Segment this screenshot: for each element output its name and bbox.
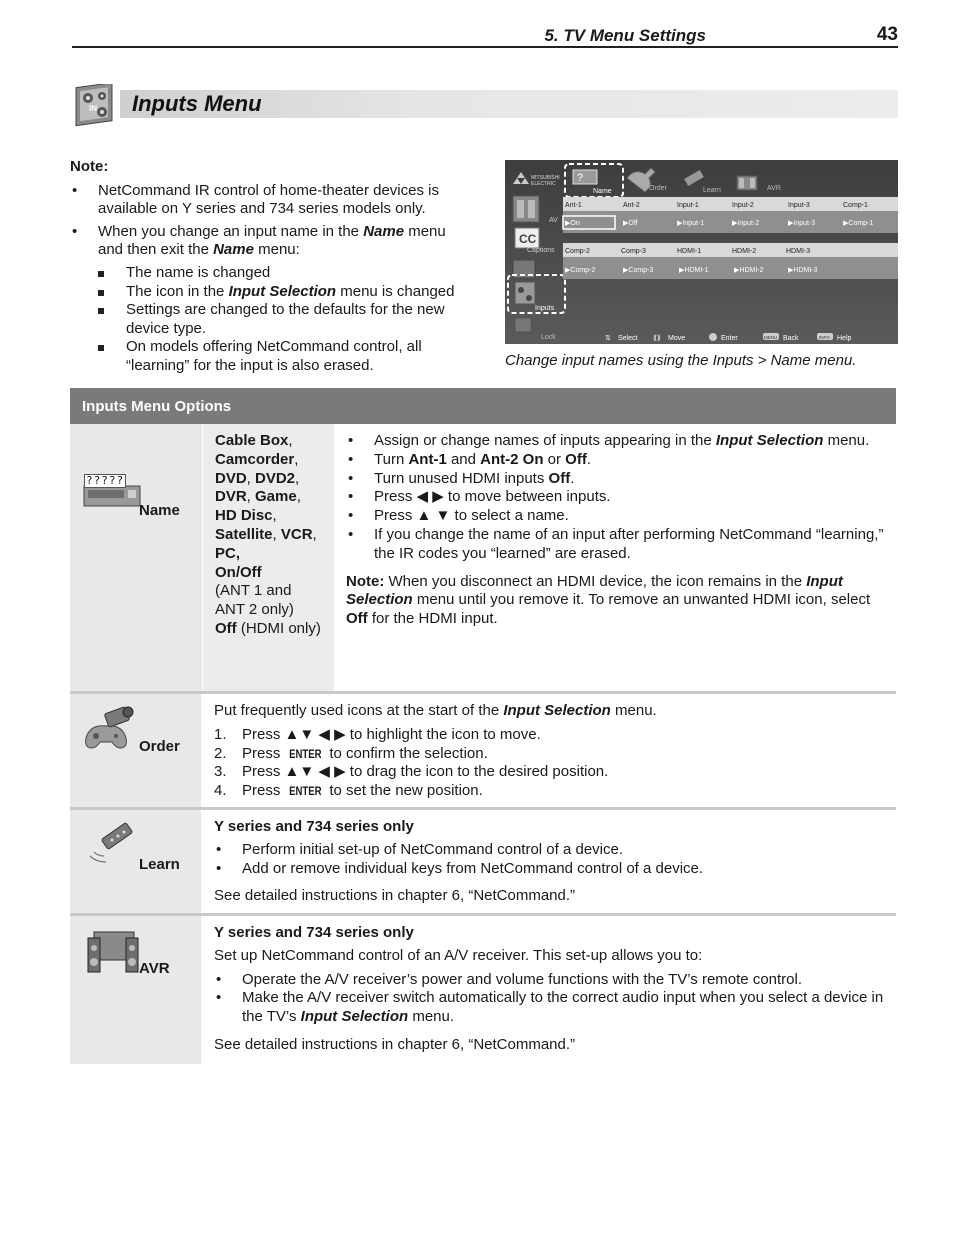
lock-side-icon xyxy=(515,318,531,332)
section-title: 5. TV Menu Settings xyxy=(544,26,706,45)
title-bar xyxy=(120,90,898,118)
enter-key-label: ENTER xyxy=(288,746,322,761)
svg-text:Input-3: Input-3 xyxy=(788,202,810,209)
row-label-cell xyxy=(70,810,201,913)
desc-bullet: • Press ◀ ▶ to move between inputs. xyxy=(346,488,884,507)
svg-text:MENU: MENU xyxy=(764,335,778,340)
svg-text:Input-1: Input-1 xyxy=(677,202,699,209)
desc-bullet: • Perform initial set-up of NetCommand control of a device. xyxy=(214,841,884,860)
avr-see-also: See detailed instructions in chapter 6, “NetCommand.” xyxy=(214,1035,576,1053)
svg-text:▶Input-2: ▶Input-2 xyxy=(732,220,760,227)
note-bullet: • NetCommand IR control of home-theater devices is available on Y series and 734 series models only. xyxy=(70,182,470,219)
avr-intro: Set up NetCommand control of an A/V receiver. This set-up allows you to: xyxy=(214,946,703,964)
svg-text:▶HDMI-2: ▶HDMI-2 xyxy=(734,267,764,274)
svg-text:Ant-2: Ant-2 xyxy=(623,202,640,209)
screenshot-caption: Change input names using the Inputs > Name menu. xyxy=(505,352,857,369)
arrow-keys-icon: ▲ ▼ xyxy=(416,507,451,525)
svg-text:?: ? xyxy=(577,172,584,184)
avr-speakers-icon xyxy=(86,928,140,976)
svg-text:Comp-2: Comp-2 xyxy=(565,248,590,255)
table-row-order xyxy=(70,694,896,810)
learn-heading: Y series and 734 series only xyxy=(214,818,414,835)
name-icon-text: ????? xyxy=(86,474,125,487)
order-step: 3. Press ▲▼ ◀ ▶ to drag the icon to the desired position. xyxy=(214,763,609,781)
svg-text:▶HDMI-3: ▶HDMI-3 xyxy=(788,267,818,274)
table-row-learn xyxy=(70,810,896,916)
svg-text:▶Comp-2: ▶Comp-2 xyxy=(565,267,596,274)
order-step: 4. Press ENTER to set the new position. xyxy=(214,782,483,800)
svg-text:Input-2: Input-2 xyxy=(732,202,754,209)
svg-text:▶Comp-1: ▶Comp-1 xyxy=(843,220,874,227)
tv-icon-label: Learn xyxy=(703,187,721,194)
row-label: Order xyxy=(139,738,180,755)
name-description xyxy=(334,424,896,691)
order-step: 1. Press ▲▼ ◀ ▶ to highlight the icon to move. xyxy=(214,725,541,743)
tv-menu-screenshot xyxy=(505,160,898,344)
svg-text:⇅: ⇅ xyxy=(605,335,611,342)
tv-side-label: Captions xyxy=(527,247,555,254)
order-gamepad-camcorder-icon xyxy=(82,704,138,756)
row-label-cell xyxy=(70,424,202,691)
desc-bullet: • Make the A/V receiver switch automatically to the correct audio input when you select a device in the TV’s Input Selection menu. xyxy=(214,989,884,1027)
desc-bullet: • Assign or change names of inputs appearing in the Input Selection menu. xyxy=(346,432,884,451)
inputs-options-table xyxy=(70,388,896,1064)
avr-description xyxy=(201,916,896,1064)
desc-bullet: • Operate the A/V receiver’s power and volume functions with the TV’s remote control. xyxy=(214,971,884,990)
arrow-keys-icon: ◀ ▶ xyxy=(416,488,444,506)
table-heading: Inputs Menu Options xyxy=(70,388,896,424)
svg-text:Enter: Enter xyxy=(721,335,738,342)
avr-heading: Y series and 734 series only xyxy=(214,924,414,941)
svg-text:Help: Help xyxy=(837,335,852,342)
learn-see-also: See detailed instructions in chapter 6, “NetCommand.” xyxy=(214,887,576,905)
svg-text:Select: Select xyxy=(618,335,638,342)
note-subbullet: Settings are changed to the defaults for the new device type. xyxy=(70,301,470,338)
svg-text:Comp-1: Comp-1 xyxy=(843,202,868,209)
page-title: Inputs Menu xyxy=(132,91,262,116)
svg-text:IN: IN xyxy=(89,104,97,113)
svg-text:▶On: ▶On xyxy=(565,220,580,227)
svg-text:Move: Move xyxy=(668,335,686,342)
svg-text:CC: CC xyxy=(519,232,537,246)
inputs-side-icon xyxy=(515,282,535,304)
tv-side-label: AV xyxy=(549,217,558,224)
desc-bullet: • Turn unused HDMI inputs Off. xyxy=(346,470,884,489)
svg-text:HDMI-2: HDMI-2 xyxy=(732,248,757,255)
enter-key-label: ENTER xyxy=(288,784,322,799)
row-label: Learn xyxy=(139,856,180,873)
svg-text:HDMI-1: HDMI-1 xyxy=(677,248,702,255)
svg-text:▶Off: ▶Off xyxy=(623,220,638,227)
note-subbullet: The name is changed xyxy=(70,264,470,283)
av-side-icon xyxy=(513,196,539,222)
order-description: Put frequently used icons at the start of the Input Selection menu. 1. Press ▲▼ ◀ ▶ to highlight the icon to move. 2. Press ENTER to confirm the selection. 3. Press ▲▼ ◀ ▶ to drag the icon to the desired position. 4. Press ENTER to set the new position. xyxy=(201,694,896,807)
table-row-name xyxy=(70,424,896,694)
tv-side-label: Lock xyxy=(541,334,556,341)
desc-bullet: • Press ▲ ▼ to select a name. xyxy=(346,507,884,526)
arrow-keys-icon: ▲▼ ◀ ▶ xyxy=(284,725,346,743)
svg-text:Comp-3: Comp-3 xyxy=(621,248,646,255)
svg-text:Back: Back xyxy=(783,335,799,342)
table-row-avr xyxy=(70,916,896,1064)
svg-text:HDMI-3: HDMI-3 xyxy=(786,248,811,255)
tv-icon-label: Order xyxy=(649,185,667,192)
page-header xyxy=(72,24,898,48)
learn-remote-icon xyxy=(88,822,138,866)
name-options-list: Cable Box, Camcorder, DVD, DVD2, DVR, Game, HD Disc, Satellite, VCR, PC, On/Off (ANT 1 and ANT 2 only) Off (HDMI only) xyxy=(202,424,334,691)
svg-text:▶HDMI-1: ▶HDMI-1 xyxy=(679,267,709,274)
tv-icon-label: AVR xyxy=(767,185,781,192)
svg-text:▶Comp-3: ▶Comp-3 xyxy=(623,267,654,274)
desc-bullet: • Turn Ant-1 and Ant-2 On or Off. xyxy=(346,451,884,470)
note-bullet: • When you change an input name in the Name menu and then exit the Name menu: xyxy=(70,223,470,260)
inputs-connector-icon xyxy=(74,84,116,128)
arrow-keys-icon: ▲▼ ◀ ▶ xyxy=(284,763,346,781)
order-step: 2. Press ENTER to confirm the selection. xyxy=(214,744,488,762)
tv-icon-label: Name xyxy=(593,188,612,195)
svg-text:Ant-1: Ant-1 xyxy=(565,202,582,209)
learn-description xyxy=(201,810,896,913)
note-label: Note: xyxy=(70,158,109,175)
row-label: AVR xyxy=(139,960,170,977)
row-label-cell xyxy=(70,916,201,1064)
tv-side-label: Inputs xyxy=(535,305,555,312)
note-block xyxy=(70,158,470,376)
desc-bullet: • If you change the name of an input after performing NetCommand “learning,” the IR codes you “learned” are erased. xyxy=(346,526,884,564)
desc-bullet: • Add or remove individual keys from NetCommand control of a device. xyxy=(214,860,884,879)
brand-line2: ELECTRIC xyxy=(531,181,556,187)
svg-text:▶Input-1: ▶Input-1 xyxy=(677,220,705,227)
note-subbullet: The icon in the Input Selection menu is changed xyxy=(70,283,470,302)
brand-line1: MITSUBISHI xyxy=(531,175,560,181)
row-label-cell xyxy=(70,694,201,807)
svg-text:INFO: INFO xyxy=(819,335,830,340)
page-number: 43 xyxy=(876,24,898,45)
row-label: Name xyxy=(139,502,180,519)
note-subbullet: On models offering NetCommand control, all “learning” for the input is also erased. xyxy=(70,338,470,375)
hdmi-note: Note: When you disconnect an HDMI device, the icon remains in the Input Selection menu until you remove it. To remove an unwanted HDMI icon, select Off for the HDMI input. xyxy=(346,572,871,628)
svg-text:⟪⟫: ⟪⟫ xyxy=(653,335,661,342)
svg-text:▶Input-3: ▶Input-3 xyxy=(788,220,816,227)
